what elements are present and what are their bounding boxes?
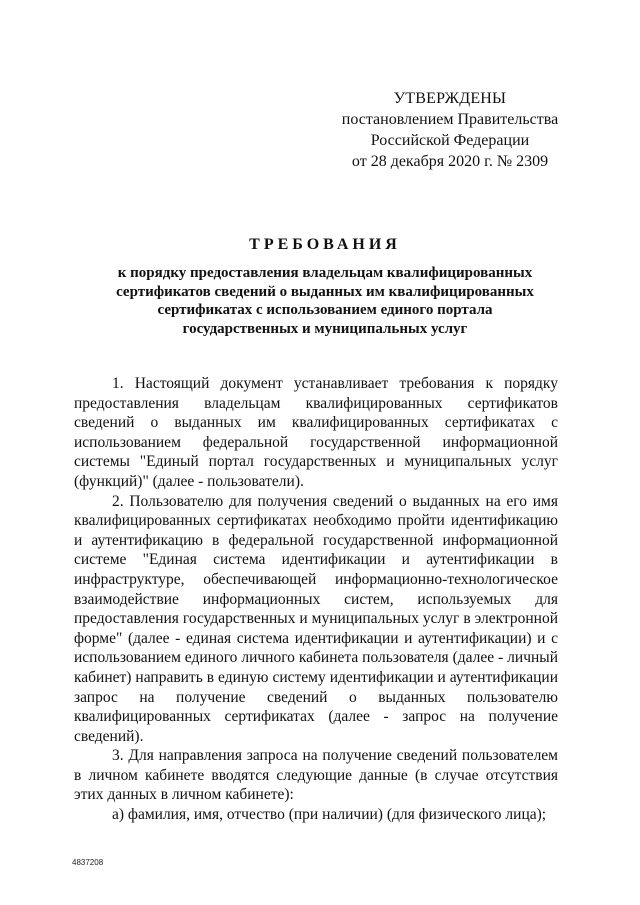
subtitle-line: государственных и муниципальных услуг [182, 320, 468, 337]
paragraph-1: 1. Настоящий документ устанавливает требования к порядку предоставления владельцам квалифицированных сертификатов сведений о выданных им квалифицированных сертификатах с использованием федеральной государственной информационной системы "Единый портал государственных и муниципальных услуг (функций)" (далее - пользователи). [74, 375, 558, 490]
subtitle-line: сертификатах с использованием единого портала [157, 302, 493, 318]
approval-title: УТВЕРЖДЕНЫ [393, 90, 507, 107]
document-code: 4837208 [72, 858, 104, 867]
paragraph-3: 3. Для направления запроса на получение сведений пользователем в личном кабинете вводятся следующие данные (в случае отсутствия этих данных в личном кабинете): [74, 747, 558, 804]
approval-line-1: постановлением Правительства [341, 111, 559, 128]
approval-line-2: Российской Федерации [370, 132, 530, 149]
document-body [74, 374, 558, 825]
subtitle-line: сертификатов сведений о выданных им квалифицированных [116, 283, 534, 300]
subtitle-line: к порядку предоставления владельцам квалифицированных [117, 265, 533, 281]
approval-block [320, 88, 580, 172]
paragraph-2: 2. Пользователю для получения сведений о выданных на его имя квалифицированных сертификатах необходимо пройти идентификацию и аутентификацию в федеральной государственной информационной системе "Единая система идентификации и аутентификации в инфраструктуре, обеспечивающей информационно-технологическое взаимодействие информационных систем, используемых для предоставления государственных и муниципальных услуг в электронной форме" (далее - единая система идентификации и аутентификации) и с использованием единого личного кабинета пользователя (далее - личный кабинет) направить в единую систему идентификации и аутентификации запрос на получение сведений о выданных пользователю квалифицированных сертификатах (далее - запрос на получение сведений). [74, 492, 558, 745]
approval-line-3: от 28 декабря 2020 г. № 2309 [351, 153, 549, 170]
paragraph-3a: а) фамилия, имя, отчество (при наличии) (для физического лица); [112, 806, 547, 824]
document-title: ТРЕБОВАНИЯ [249, 236, 401, 253]
document-subtitle [80, 264, 570, 338]
